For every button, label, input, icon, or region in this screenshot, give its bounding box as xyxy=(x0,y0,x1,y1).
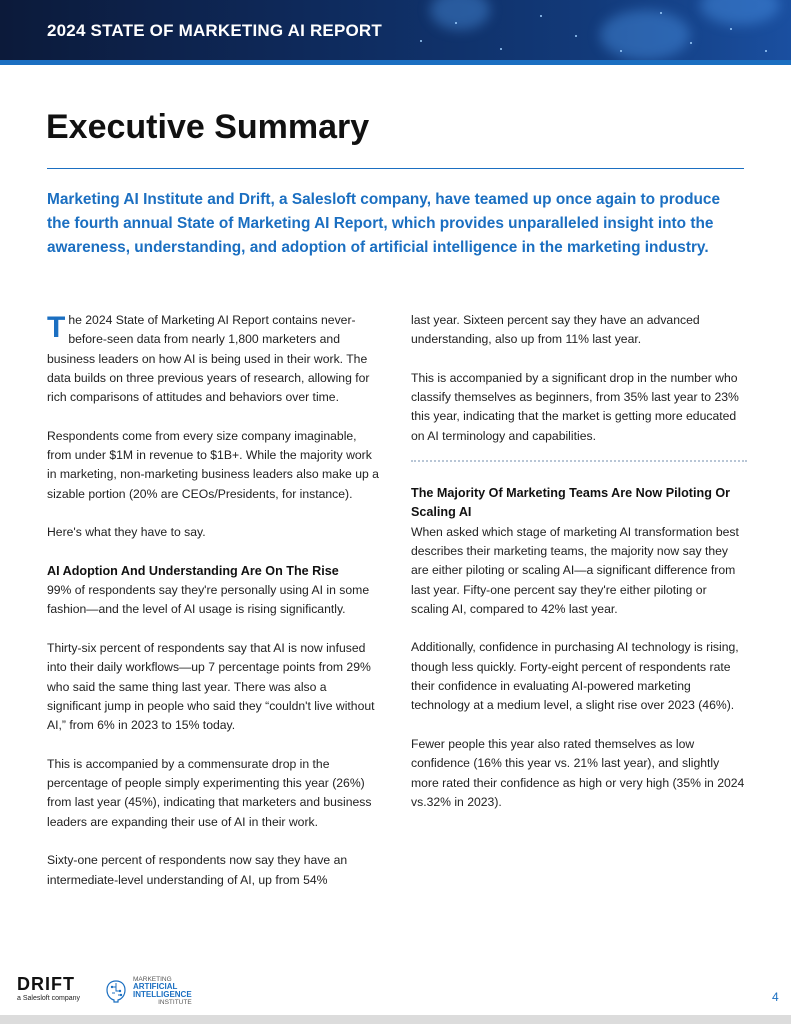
drift-wordmark: DRIFT xyxy=(17,974,75,994)
mai-line-institute: INSTITUTE xyxy=(158,999,192,1006)
right-paragraph-5: Fewer people this year also rated themselves as low confidence (16% this year vs. 21% last year), and slightly more rated their confidence as high or very high (35% in 2024 vs.32% in 2023). xyxy=(411,736,745,809)
left-paragraph-1-text: he 2024 State of Marketing AI Report contains never-before-seen data from nearly 1,800 marketers and business leaders on how AI is being used in their work. The data builds on three previous years of research, allowing for rich comparisons of attitudes and behaviors over time. xyxy=(47,313,370,405)
right-paragraph-4: Additionally, confidence in purchasing AI technology is rising, though less quickly. Forty-eight percent of respondents rate their confidence in evaluating AI-powered marketing technology at a medium level, a slight rise over 2023 (46%). xyxy=(411,640,739,713)
drift-logo xyxy=(17,975,80,1003)
right-paragraph-2: This is accompanied by a significant drop in the number who classify themselves as beginners, from 35% last year to 23% this year, indicating that the market is getting more educated on AI terminology and capabilities. xyxy=(411,370,739,443)
left-paragraph-4: 99% of respondents say they're personally using AI in some fashion—and the level of AI usage is rising significantly. xyxy=(47,583,370,617)
dotted-divider xyxy=(411,460,747,462)
section-heading-piloting-scaling: The Majority Of Marketing Teams Are Now Piloting Or Scaling AI xyxy=(411,486,731,520)
left-column xyxy=(47,311,381,909)
brain-icon xyxy=(105,979,127,1003)
left-paragraph-1 xyxy=(47,311,381,407)
left-paragraph-3: Here's what they have to say. xyxy=(47,525,206,540)
drift-tagline: a Salesloft company xyxy=(17,995,81,1002)
mai-line-artificial: ARTIFICIAL xyxy=(133,982,178,991)
banner-accent-strip xyxy=(0,60,791,65)
right-paragraph-3: When asked which stage of marketing AI transformation best describes their marketing teams, the majority now say they are either piloting or scaling AI—a significant difference from last year. Fifty-one percent say they're either piloting or scaling AI, compared to 42% last year. xyxy=(411,524,739,616)
marketing-ai-institute-logo xyxy=(105,976,192,1006)
left-paragraph-5: Thirty-six percent of respondents say that AI is now infused into their daily workflows—up 7 percentage points from 29% who said the same thing last year. There was also a significant jump in people who said they “couldn't live without AI,” from 6% in 2023 to 15% today. xyxy=(47,641,375,733)
right-column xyxy=(411,311,747,831)
mai-line-intelligence: INTELLIGENCE xyxy=(133,990,192,999)
drop-cap: T xyxy=(47,311,66,344)
section-heading-ai-adoption: AI Adoption And Understanding Are On The Rise xyxy=(47,563,339,578)
header-banner xyxy=(0,0,791,60)
right-paragraph-1: last year. Sixteen percent say they have an advanced understanding, also up from 11% last year. xyxy=(411,313,700,347)
left-paragraph-6: This is accompanied by a commensurate drop in the percentage of people simply experimenting this year (26%) from last year (45%), indicating that marketers and business leaders are expanding their use of AI in their work. xyxy=(47,756,372,829)
intro-paragraph: Marketing AI Institute and Drift, a Salesloft company, have teamed up once again to produce the fourth annual State of Marketing AI Report, which provides unparalleled insight into the awareness, understanding, and adoption of artificial intelligence in the marketing industry. xyxy=(47,191,721,256)
title-divider xyxy=(47,168,744,169)
bottom-strip xyxy=(0,1015,791,1024)
page-number: 4 xyxy=(772,990,779,1004)
page-title: Executive Summary xyxy=(46,108,370,146)
mai-line-marketing: MARKETING xyxy=(133,976,172,983)
left-paragraph-2: Respondents come from every size company imaginable, from under $1M in revenue to $1B+. While the majority work in marketing, non-marketing business leaders also make up a sizable portion (20% are CEOs/Presidents, for instance). xyxy=(47,428,379,501)
left-paragraph-7: Sixty-one percent of respondents now say they have an intermediate-level understanding of AI, up from 54% xyxy=(47,853,348,887)
report-title: 2024 STATE OF MARKETING AI REPORT xyxy=(47,21,382,40)
